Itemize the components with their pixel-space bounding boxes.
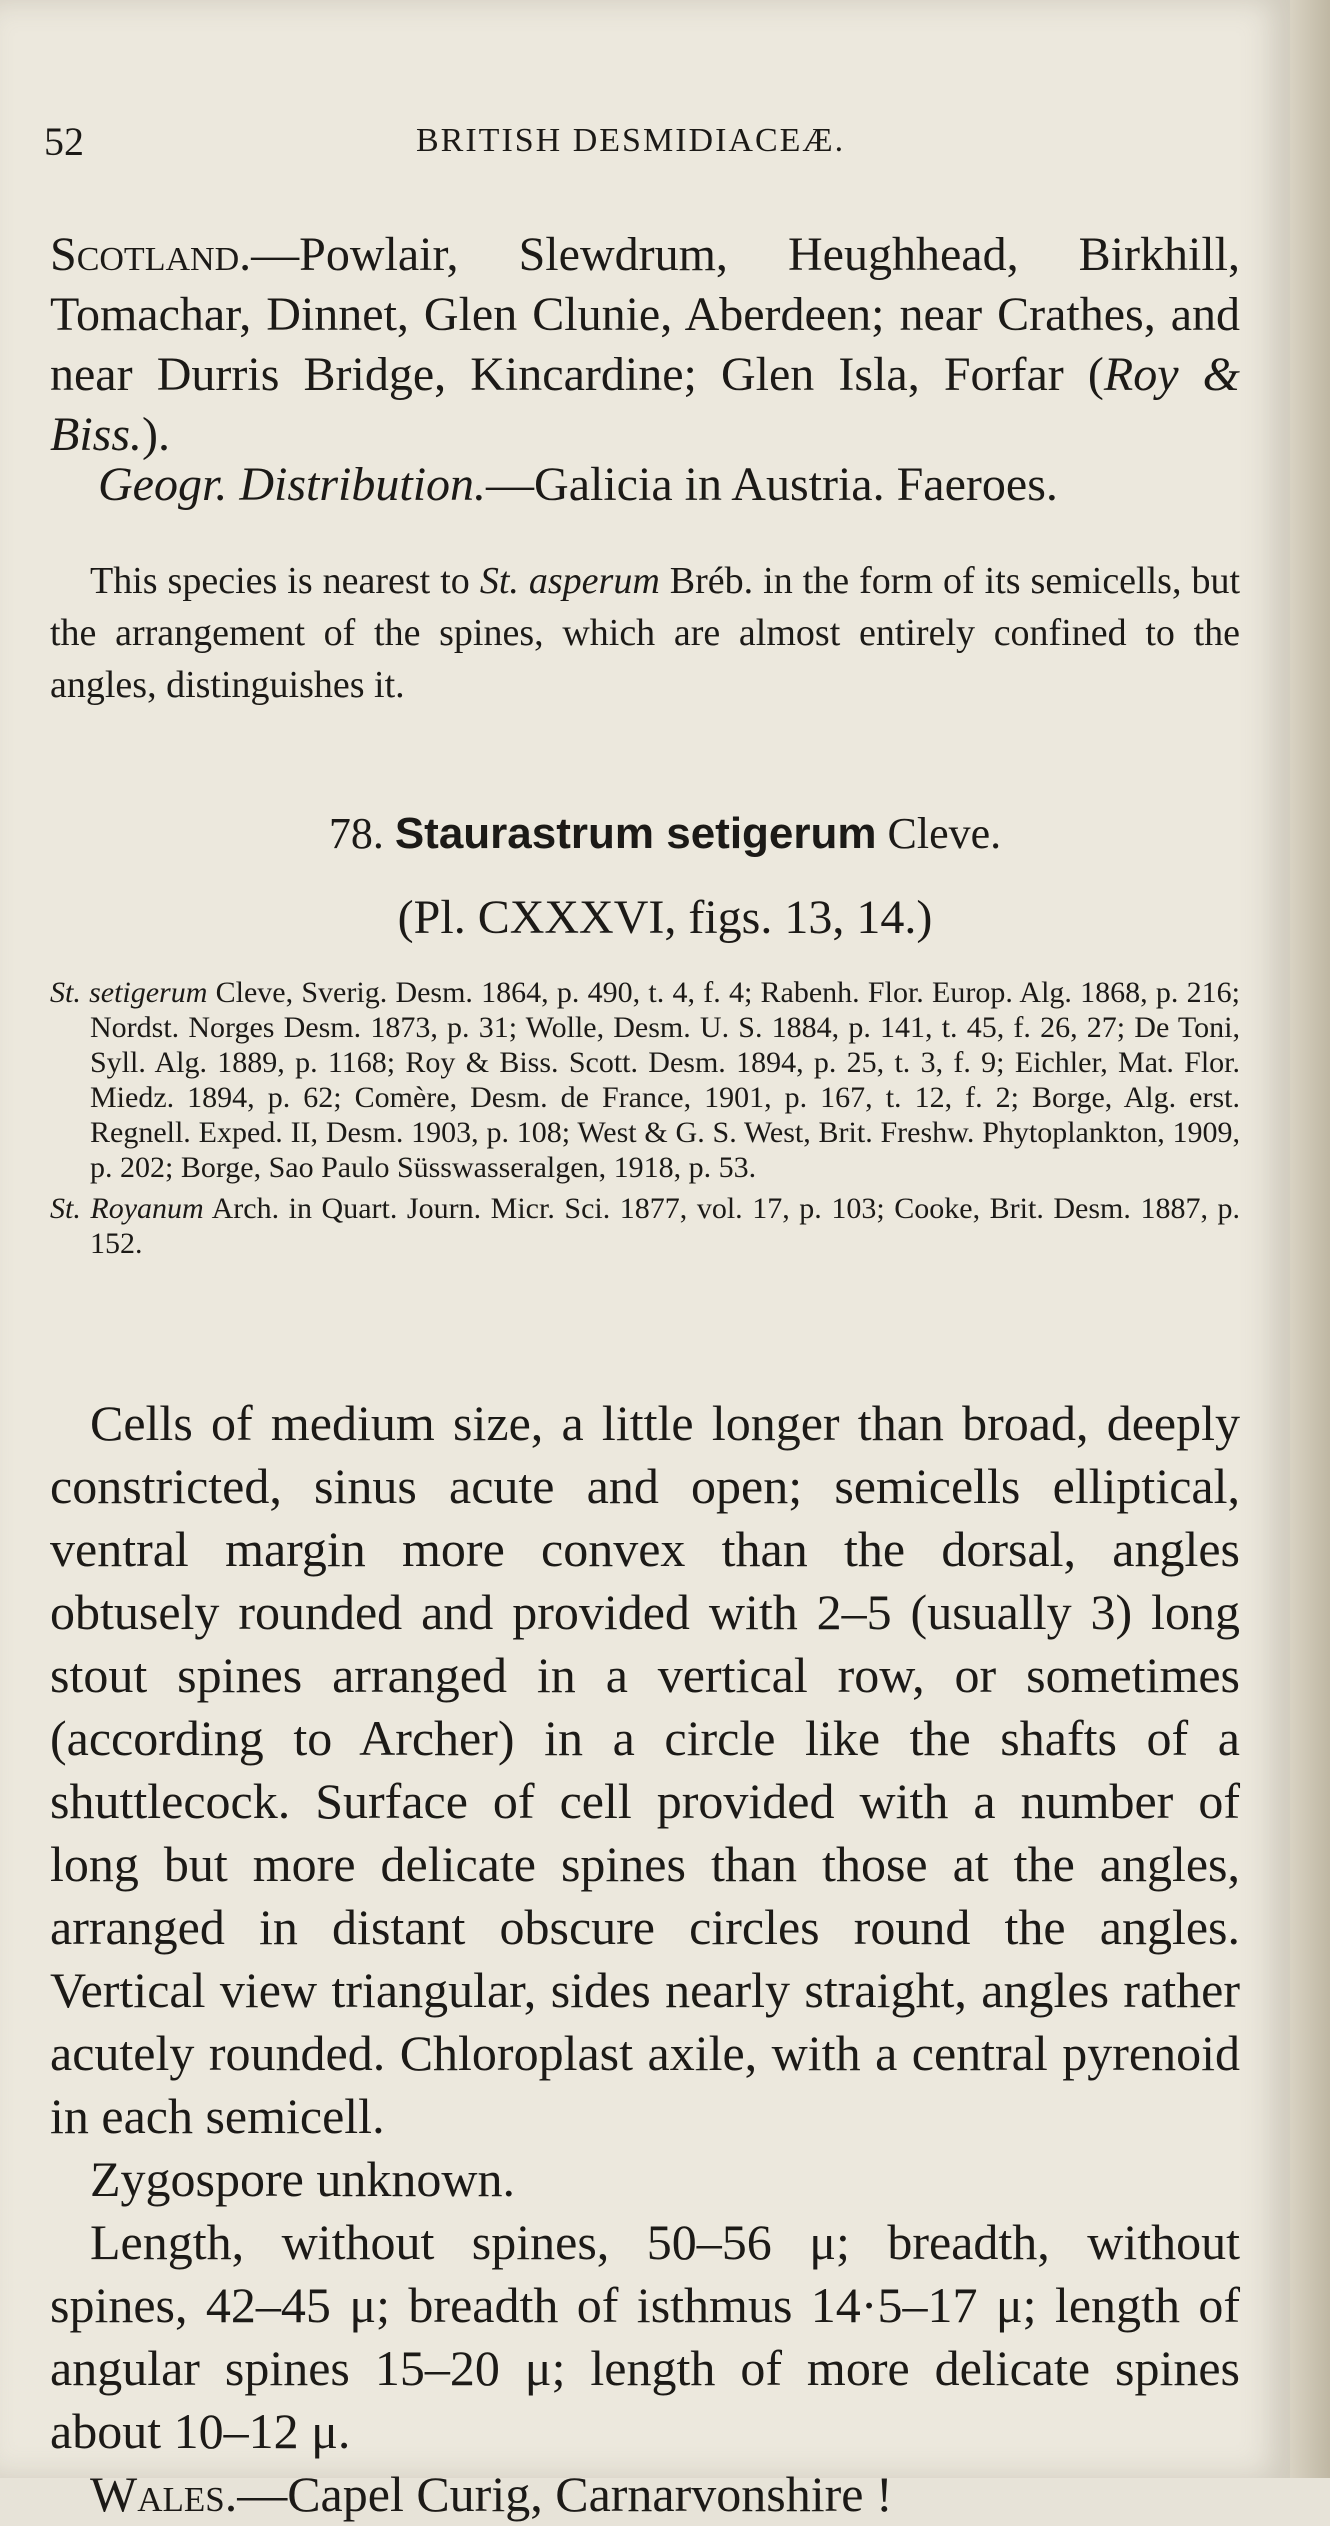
page-header — [44, 118, 1224, 168]
species-number: 78. — [328, 809, 384, 858]
scotland-localities — [50, 225, 1240, 465]
species-author: Cleve. — [887, 809, 1002, 858]
scotland-label: Scotland. — [50, 228, 252, 281]
page-number: 52 — [44, 119, 84, 164]
citation-list — [50, 975, 1240, 1267]
wales-localities — [50, 2463, 1240, 2526]
citation-taxon: St. Royanum — [50, 1192, 204, 1225]
wales-text: —Capel Curig, Carnarvonshire ! — [237, 2466, 893, 2522]
species-name: Staurastrum setigerum — [394, 809, 877, 858]
citation-taxon: St. setigerum — [50, 976, 208, 1009]
geogr-text: —Galicia in Austria. Faeroes. — [486, 458, 1058, 511]
species-description — [50, 1392, 1240, 2526]
scotland-authors: Roy & Biss. — [50, 348, 1240, 461]
note-start: This species is nearest to — [90, 560, 480, 602]
geographic-distribution — [50, 455, 1240, 515]
citation-setigerum — [50, 975, 1240, 1185]
geogr-label: Geogr. Distribution. — [98, 458, 487, 511]
dimensions-paragraph: Length, without spines, 50–56 μ; breadth, without spines, 42–45 μ; breadth of isthmus 14·5–17 μ; length of angular spines 15–20 μ; length of more delicate spines about 10–12 μ. — [50, 2214, 1240, 2459]
scotland-text: —Powlair, Slewdrum, Heughhead, Birkhill, Tomachar, Dinnet, Glen Clunie, Aberdeen; near Crathes, and near Durris Bridge, Kincardine; Glen Isla, Forfar ( — [50, 228, 1240, 401]
scotland-end: ). — [142, 408, 170, 461]
note-end: Bréb. in the form of its semicells, but the arrangement of the spines, which are almost entirely confined to the angles, distinguishes it. — [50, 560, 1241, 706]
citation-text: Cleve, Sverig. Desm. 1864, p. 490, t. 4, f. 4; Rabenh. Flor. Europ. Alg. 1868, p. 216; Nordst. Norges Desm. 1873, p. 31; Wolle, Desm. U. S. 1884, p. 141, t. 45, f. 26, 27; De Toni, Syll. Alg. 1889, p. 1168; Roy & Biss. Scott. Desm. 1894, p. 25, t. 3, f. 9; Eichler, Mat. Flor. Miedz. 1894, p. 62; Comère, Desm. de France, 1901, p. 167, t. 12, f. 2; Borge, Alg. erst. Regnell. Exped. II, Desm. 1903, p. 108; West & G. S. West, Brit. Freshw. Phytoplankton, 1909, p. 202; Borge, Sao Paulo Süsswasseralgen, 1918, p. 53. — [90, 976, 1240, 1184]
zygospore-note: Zygospore unknown. — [90, 2151, 515, 2207]
citation-text: Arch. in Quart. Journ. Micr. Sci. 1877, vol. 17, p. 103; Cooke, Brit. Desm. 1887, p. 152. — [90, 1192, 1241, 1260]
wales-label: Wales. — [90, 2466, 238, 2522]
plate-reference: (Pl. CXXXVI, figs. 13, 14.) — [397, 891, 933, 944]
citation-royanum — [50, 1191, 1240, 1261]
species-heading — [0, 808, 1330, 859]
species-note — [50, 555, 1240, 711]
note-species: St. asperum — [479, 560, 660, 602]
page-edge-shadow — [1290, 0, 1330, 2478]
running-title: BRITISH DESMIDIACEÆ. — [416, 122, 846, 159]
description-paragraph: Cells of medium size, a little longer than broad, deeply constricted, sinus acute and open; semicells elliptical, ventral margin more convex than the dorsal, angles obtusely rounded and provided with 2–5 (usually 3) long stout spines arranged in a vertical row, or sometimes (according to Archer) in a circle like the shafts of a shuttlecock. Surface of cell provided with a number of long but more delicate spines than those at the angles, arranged in distant obscure circles round the angles. Vertical view triangular, sides nearly straight, angles rather acutely rounded. Chloroplast axile, with a central pyrenoid in each semicell. — [50, 1395, 1240, 2144]
